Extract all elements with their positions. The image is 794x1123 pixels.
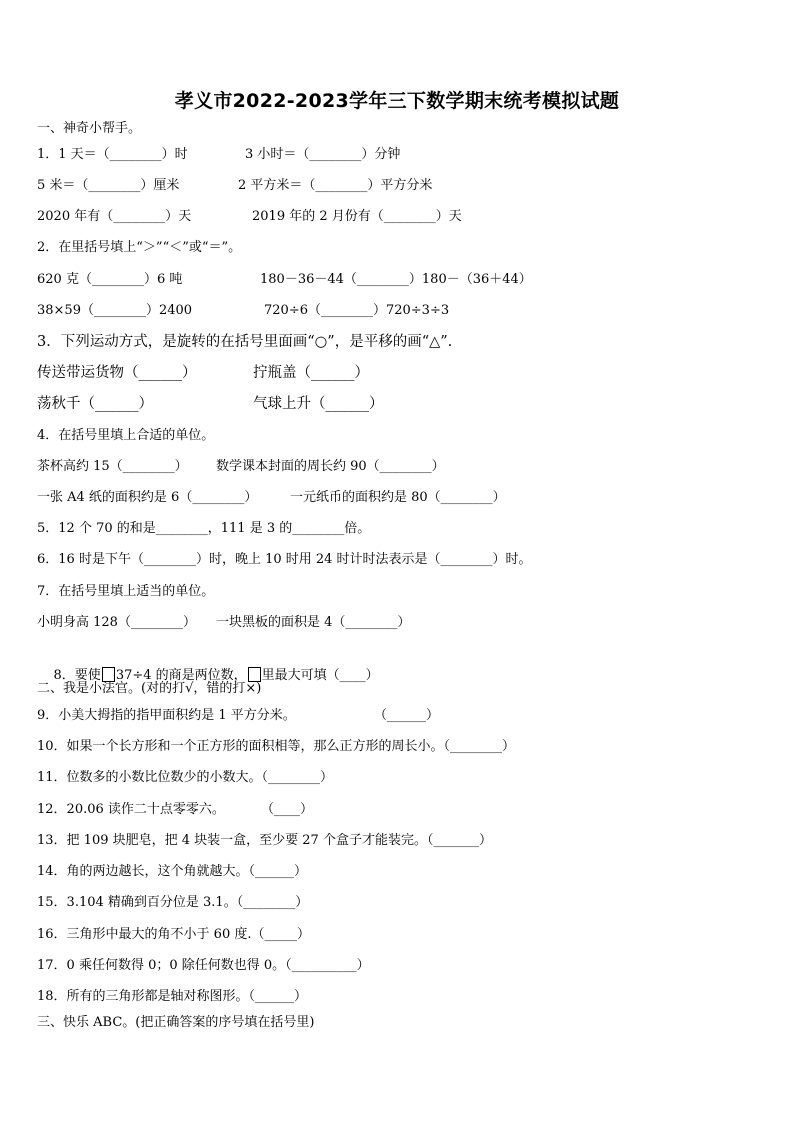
section-2-heading: 二、我是小法官。(对的打√，错的打×) [37,681,262,696]
question-3-part-c: 荡秋千（______） [37,396,153,412]
question-1-part-b: 3 小时＝（________）分钟 [245,147,401,162]
question-4-part-d: 一元纸币的面积约是 80（________） [290,490,506,505]
section-1-heading: 一、神奇小帮手。 [37,121,142,136]
question-1-part-c: 5 米＝（________）厘米 [37,178,180,193]
question-4-prompt: 4．在括号里填上合适的单位。 [37,428,215,443]
question-15: 15．3.104 精确到百分位是 3.1。（________） [37,895,309,910]
question-3-prompt: 3．下列运动方式，是旋转的在括号里面画“○”，是平移的画“△”. [37,334,453,350]
question-9-answer: （______） [374,708,440,723]
question-4-part-a: 茶杯高约 15（________） [37,459,188,474]
question-7-prompt: 7．在括号里填上适当的单位。 [37,584,215,599]
question-9: 9．小美大拇指的指甲面积约是 1 平方分米。 [37,708,296,723]
question-14: 14．角的两边越长，这个角就越大。（______） [37,864,308,879]
question-4-part-c: 一张 A4 纸的面积约是 6（________） [37,490,258,505]
question-5: 5．12 个 70 的和是________，111 是 3 的________倍。 [37,521,371,536]
question-8-middle: 37÷4 的商是两位数， [115,668,247,683]
question-1-part-a: 1．1 天＝（________）时 [37,147,188,162]
question-16: 16．三角形中最大的角不小于 60 度.（_____） [37,927,310,942]
question-4-part-b: 数学课本封面的周长约 90（________） [216,459,445,474]
question-11: 11．位数多的小数比位数少的小数大。（________） [37,770,334,785]
question-2-part-a: 620 克（________）6 吨 [37,272,183,287]
page-title: 孝义市2022-2023学年三下数学期末统考模拟试题 [174,90,620,112]
question-12-answer: （____） [261,802,314,817]
question-1-part-d: 2 平方米＝（________）平方分米 [238,178,433,193]
question-3-part-a: 传送带运货物（______） [37,365,197,381]
question-8-tail: 里最大可填（____） [261,668,379,683]
question-12: 12．20.06 读作二十点零零六。 [37,802,225,817]
question-13: 13．把 109 块肥皂，把 4 块装一盒，至少要 27 个盒子才能装完。（_______） [37,833,492,848]
question-3-part-d: 气球上升（______） [253,396,384,412]
section-3-heading: 三、快乐 ABC。(把正确答案的序号填在括号里) [37,1015,315,1030]
question-10: 10．如果一个长方形和一个正方形的面积相等，那么正方形的周长小。（________） [37,739,516,754]
question-18: 18．所有的三角形都是轴对称图形。（______） [37,989,308,1004]
question-3-part-b: 拧瓶盖（______） [253,365,369,381]
question-2-part-c: 38×59（________）2400 [37,303,193,318]
question-1-part-e: 2020 年有（________）天 [37,209,192,224]
question-8-lead: 8．要使 [53,668,101,683]
question-2-part-d: 720÷6（________）720÷3÷3 [264,303,450,318]
question-17: 17．0 乘任何数得 0；0 除任何数也得 0。（__________） [37,958,370,973]
question-7-part-a: 小明身高 128（________） [37,615,196,630]
question-2-part-b: 180－36－44（________）180－（36＋44） [260,272,532,287]
blank-box [102,667,115,682]
question-1-part-f: 2019 年的 2 月份有（________）天 [252,209,462,224]
question-7-part-b: 一块黑板的面积是 4（________） [216,615,411,630]
blank-box [248,667,261,682]
question-2-prompt: 2．在里括号填上“＞”“＜”或“＝”。 [37,240,242,255]
question-6: 6．16 时是下午（________）时，晚上 10 时用 24 时计时法表示是（________）时。 [37,552,532,567]
